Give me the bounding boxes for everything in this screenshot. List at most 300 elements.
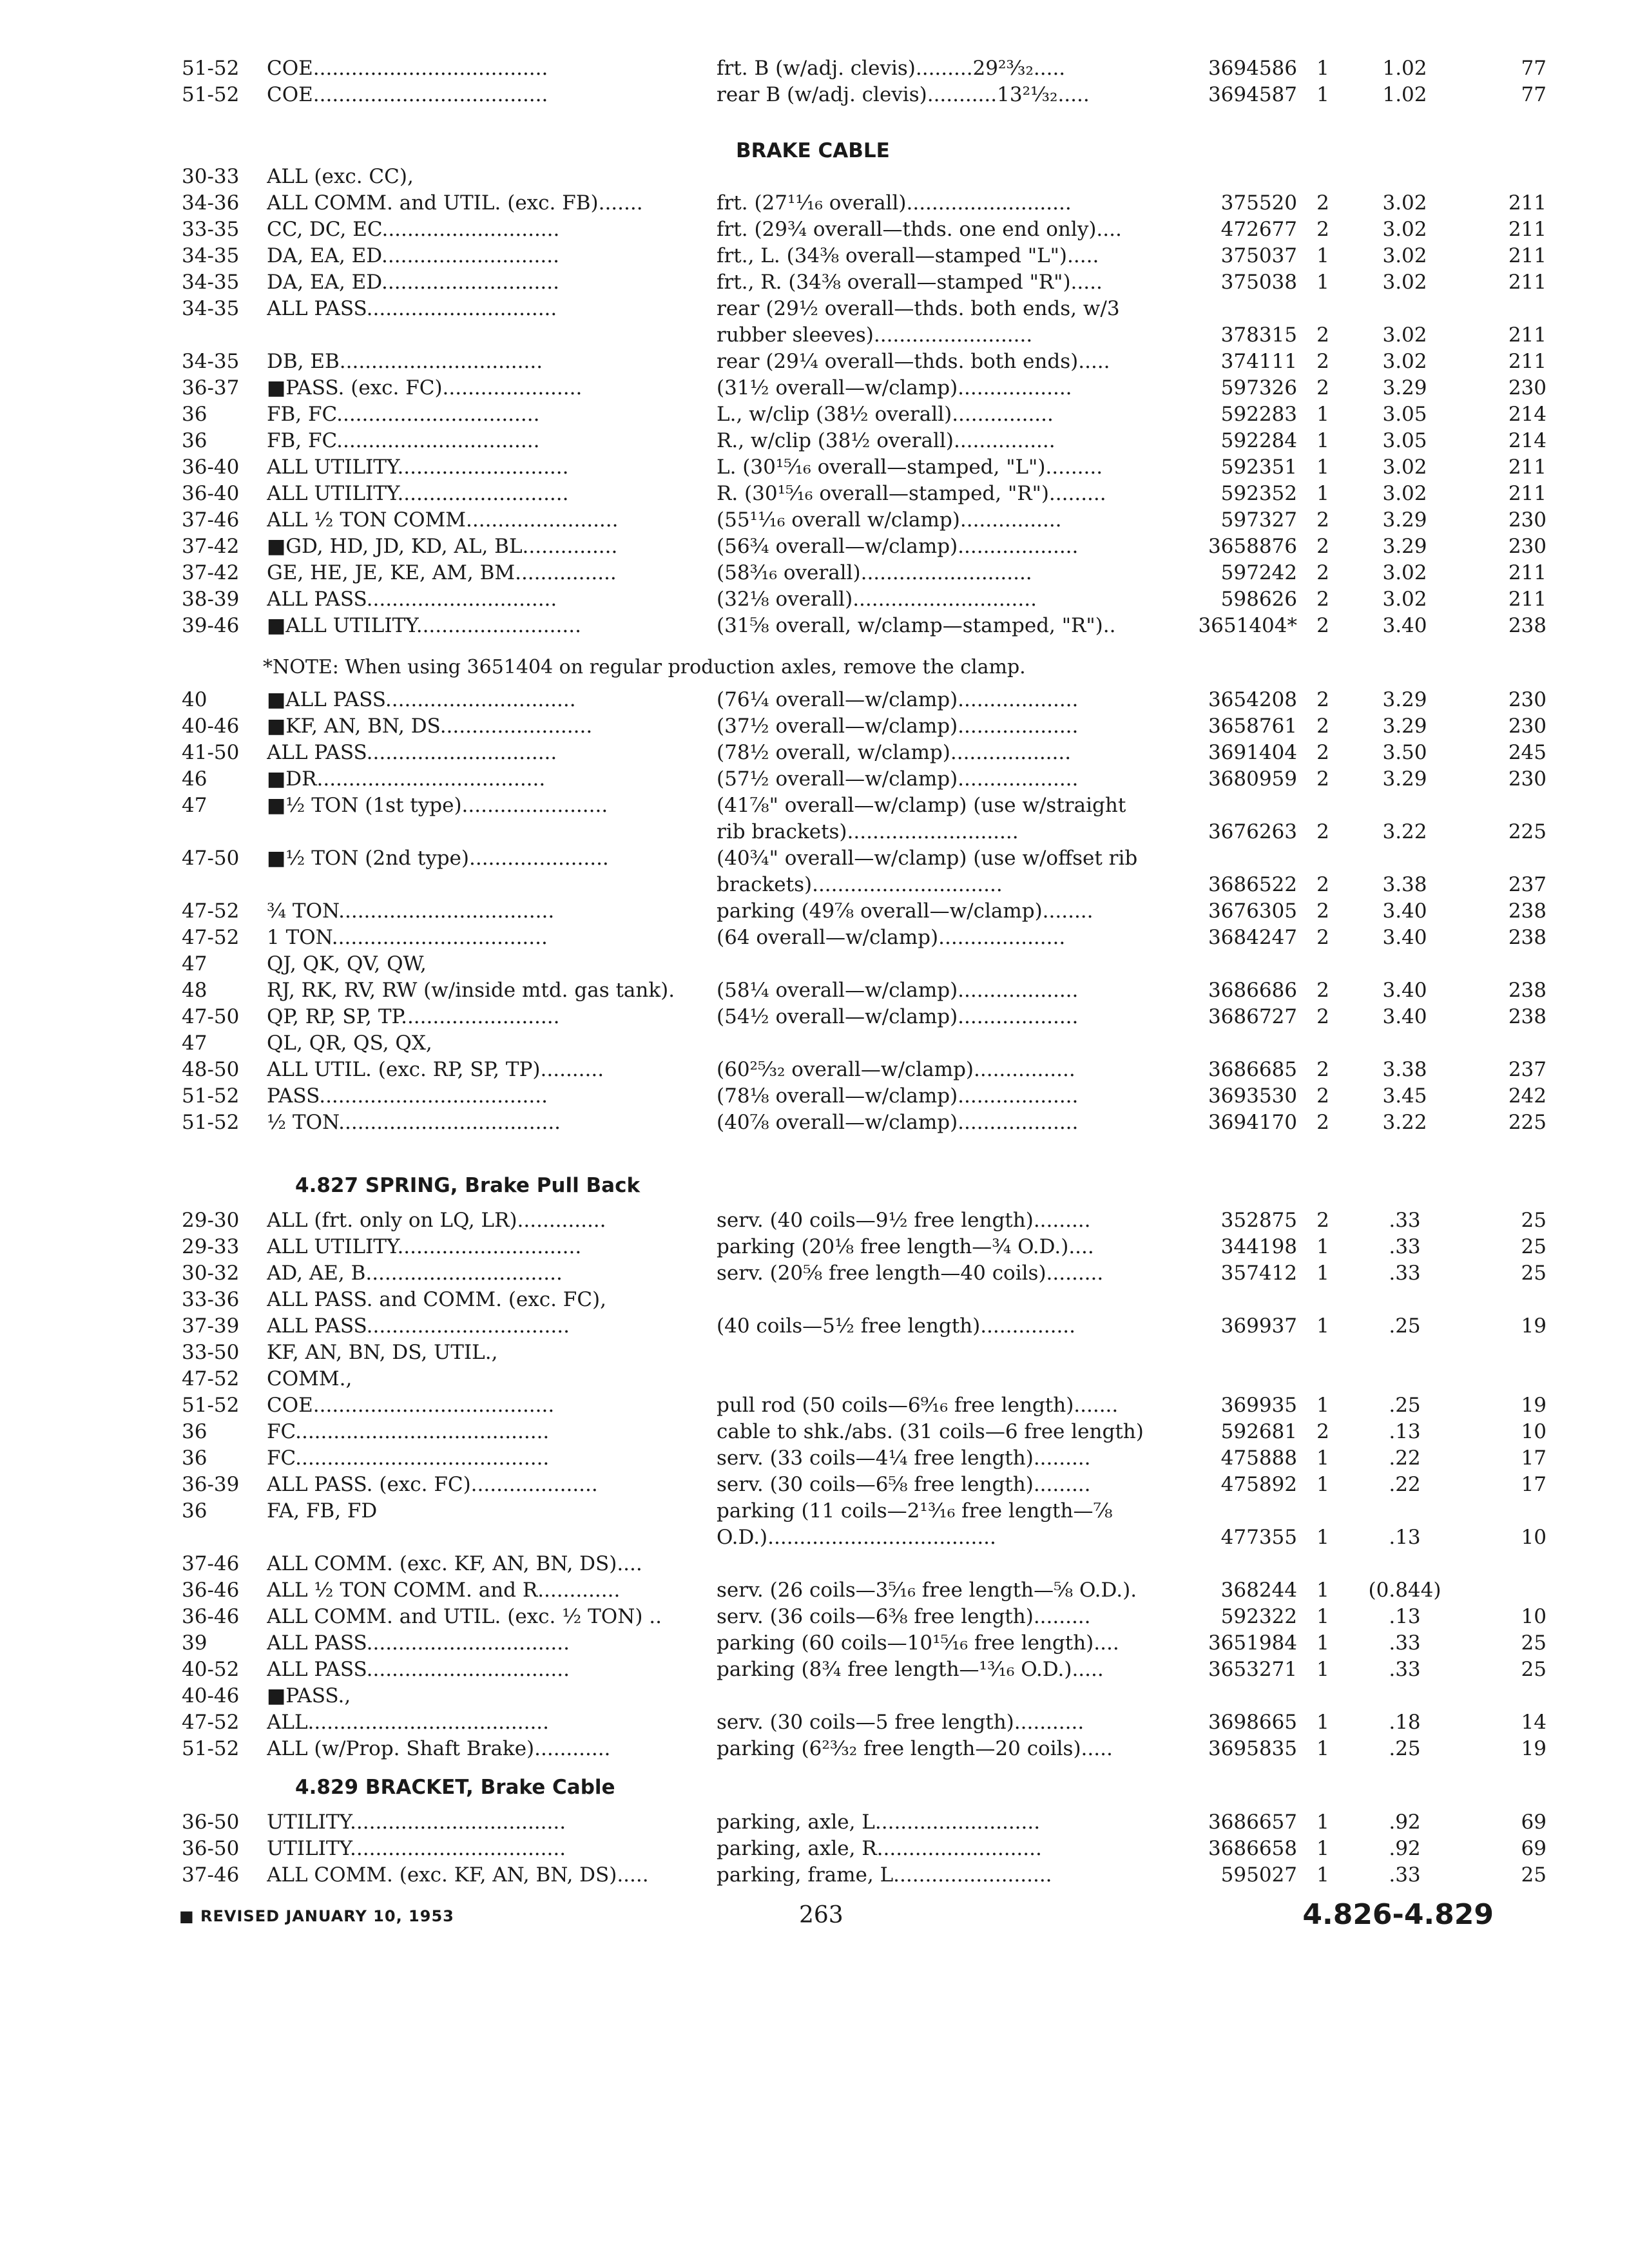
group-number: 245 [1508, 741, 1547, 764]
price: .13 [1389, 1526, 1421, 1549]
table-row [0, 1206, 1629, 1235]
table-row [0, 1082, 1629, 1110]
description: (76¼ overall—w/clamp)................... [717, 688, 1079, 711]
year-range: 36-40 [182, 456, 240, 479]
model: ALL UTIL. (exc. RP, SP, TP).......... [267, 1058, 604, 1081]
table-row [0, 1708, 1629, 1736]
price: .33 [1389, 1863, 1421, 1887]
model: ■DR.................................... [267, 767, 546, 791]
year-range: 51-52 [182, 1111, 240, 1134]
quantity: 1 [1316, 1262, 1329, 1285]
part-number: 3693530 [1208, 1084, 1297, 1108]
table-row [0, 870, 1629, 899]
quantity: 1 [1316, 244, 1329, 267]
price: 3.29 [1382, 508, 1427, 532]
group-number: 19 [1521, 1314, 1547, 1338]
group-number: 14 [1521, 1711, 1547, 1734]
description: (57½ overall—w/clamp)................... [717, 767, 1079, 791]
group-number: 25 [1521, 1658, 1547, 1681]
model: ALL (w/Prop. Shaft Brake)............ [267, 1737, 611, 1760]
description: (54½ overall—w/clamp)................... [717, 1005, 1079, 1028]
table-row [0, 347, 1629, 376]
model: RJ, RK, RV, RW (w/inside mtd. gas tank). [267, 979, 675, 1002]
model: ¾ TON.................................. [267, 899, 555, 923]
model: ■ALL UTILITY.......................... [267, 614, 581, 637]
description: pull rod (50 coils—6⁹⁄₁₆ free length)....... [717, 1394, 1119, 1417]
model: UTILITY.................................. [267, 1811, 566, 1834]
table-row [0, 1470, 1629, 1499]
table-row [0, 844, 1629, 872]
table-row [0, 1444, 1629, 1472]
table-row [0, 765, 1629, 793]
part-number: 592351 [1220, 456, 1297, 479]
quantity: 1 [1316, 403, 1329, 426]
part-number: 597242 [1220, 561, 1297, 584]
quantity: 1 [1316, 1446, 1329, 1470]
description: parking (6²³⁄₃₂ free length—20 coils)..... [717, 1737, 1113, 1760]
part-number: 477355 [1220, 1526, 1297, 1549]
model: ALL UTILITY........................... [267, 456, 569, 479]
model: FC........................................ [267, 1420, 550, 1443]
price: 3.05 [1382, 429, 1427, 452]
table-row [0, 1108, 1629, 1137]
model: FB, FC................................ [267, 403, 540, 426]
description: parking, axle, L.......................... [717, 1811, 1041, 1834]
table-row [0, 1808, 1629, 1836]
price: 3.38 [1382, 873, 1427, 896]
quantity: 1 [1316, 1811, 1329, 1834]
year-range: 34-36 [182, 191, 240, 215]
table-row [0, 686, 1629, 714]
description: parking (60 coils—10¹⁵⁄₁₆ free length).... [717, 1631, 1119, 1655]
price: 3.02 [1382, 218, 1427, 241]
quantity: 1 [1316, 1579, 1329, 1602]
quantity: 2 [1316, 1111, 1329, 1134]
year-range: 33-50 [182, 1341, 240, 1364]
group-number: 242 [1508, 1084, 1547, 1108]
year-range: 51-52 [182, 1394, 240, 1417]
description: (40¾" overall—w/clamp) (use w/offset rib [717, 847, 1138, 870]
year-range: 47 [182, 1032, 207, 1055]
year-range: 36-37 [182, 376, 240, 399]
group-number: 237 [1508, 873, 1547, 896]
model: UTILITY.................................. [267, 1837, 566, 1860]
model: ALL COMM. and UTIL. (exc. ½ TON) .. [267, 1605, 662, 1628]
table-row [0, 427, 1629, 455]
quantity: 1 [1316, 1526, 1329, 1549]
description: parking, frame, L......................... [717, 1863, 1052, 1887]
group-number: 25 [1521, 1209, 1547, 1232]
quantity: 2 [1316, 767, 1329, 791]
price: 3.40 [1382, 899, 1427, 923]
price: .13 [1389, 1605, 1421, 1628]
group-number: 237 [1508, 1058, 1547, 1081]
price: .22 [1389, 1446, 1421, 1470]
price: 3.40 [1382, 979, 1427, 1002]
price: 3.02 [1382, 350, 1427, 373]
part-number: 3658876 [1208, 535, 1297, 558]
year-range: 40-46 [182, 715, 240, 738]
year-range: 40-46 [182, 1684, 240, 1707]
model: ALL PASS................................ [267, 1631, 570, 1655]
model: ALL ½ TON COMM........................ [267, 508, 619, 532]
price: 3.02 [1382, 271, 1427, 294]
year-range: 36-46 [182, 1579, 240, 1602]
model: ■GD, HD, JD, KD, AL, BL............... [267, 535, 618, 558]
part-number: 3686727 [1208, 1005, 1297, 1028]
year-range: 37-46 [182, 508, 240, 532]
group-number: 19 [1521, 1737, 1547, 1760]
table-row [0, 1285, 1629, 1314]
description: rear (29½ overall—thds. both ends, w/3 [717, 297, 1120, 320]
table-row [0, 1312, 1629, 1340]
model: ALL COMM. and UTIL. (exc. FB)....... [267, 191, 643, 215]
group-number: 10 [1521, 1605, 1547, 1628]
part-number: 592322 [1220, 1605, 1297, 1628]
model: ■½ TON (2nd type)...................... [267, 847, 609, 870]
part-number: 3694170 [1208, 1111, 1297, 1134]
description: (78⅛ overall—w/clamp)................... [717, 1084, 1079, 1108]
part-number: 3653271 [1208, 1658, 1297, 1681]
description: R., w/clip (38½ overall)................ [717, 429, 1055, 452]
quantity: 1 [1316, 1711, 1329, 1734]
table-row [0, 1418, 1629, 1446]
group-number: 230 [1508, 767, 1547, 791]
part-number: 592283 [1220, 403, 1297, 426]
revised-note: ■ REVISED JANUARY 10, 1953 [179, 1907, 454, 1925]
part-number: 472677 [1220, 218, 1297, 241]
year-range: 51-52 [182, 57, 240, 80]
table-row [0, 1029, 1629, 1057]
model: QJ, QK, QV, QW, [267, 952, 427, 975]
part-number: 3651404* [1198, 614, 1297, 637]
year-range: 40 [182, 688, 207, 711]
year-range: 36 [182, 1499, 207, 1523]
group-number: 230 [1508, 535, 1547, 558]
table-row [0, 189, 1629, 217]
group-number: 69 [1521, 1811, 1547, 1834]
part-number: 357412 [1220, 1262, 1297, 1285]
part-number: 3676263 [1208, 820, 1297, 843]
description: frt. B (w/adj. clevis).........29²³⁄₃₂..... [717, 57, 1066, 80]
year-range: 39 [182, 1631, 207, 1655]
description: brackets).............................. [717, 873, 1003, 896]
part-number: 3691404 [1208, 741, 1297, 764]
quantity: 2 [1316, 561, 1329, 584]
price: (0.844) [1368, 1579, 1441, 1602]
group-number: 77 [1521, 57, 1547, 80]
quantity: 2 [1316, 820, 1329, 843]
year-range: 47-50 [182, 1005, 240, 1028]
table-row [0, 1497, 1629, 1525]
description: serv. (36 coils—6⅜ free length)......... [717, 1605, 1091, 1628]
group-number: 211 [1508, 244, 1547, 267]
quantity: 2 [1316, 926, 1329, 949]
year-range: 34-35 [182, 244, 240, 267]
description: (41⅞" overall—w/clamp) (use w/straight [717, 794, 1126, 817]
quantity: 2 [1316, 1005, 1329, 1028]
model: PASS.................................... [267, 1084, 548, 1108]
table-row [0, 374, 1629, 402]
model: AD, AE, B............................... [267, 1262, 563, 1285]
model: CC, DC, EC............................ [267, 218, 560, 241]
description: parking (49⅞ overall—w/clamp)........ [717, 899, 1094, 923]
section-range: 4.826-4.829 [1302, 1898, 1494, 1931]
description: serv. (33 coils—4¼ free length)......... [717, 1446, 1091, 1470]
year-range: 29-30 [182, 1209, 240, 1232]
part-number: 374111 [1220, 350, 1297, 373]
part-number: 3680959 [1208, 767, 1297, 791]
part-number: 3686686 [1208, 979, 1297, 1002]
year-range: 36-50 [182, 1837, 240, 1860]
description: (37½ overall—w/clamp)................... [717, 715, 1079, 738]
model: ALL COMM. (exc. KF, AN, BN, DS).... [267, 1552, 642, 1575]
year-range: 36 [182, 1446, 207, 1470]
quantity: 1 [1316, 1837, 1329, 1860]
quantity: 2 [1316, 1058, 1329, 1081]
group-number: 25 [1521, 1863, 1547, 1887]
model: ALL PASS.............................. [267, 588, 557, 611]
model: COE...................................... [267, 1394, 555, 1417]
table-row [0, 1523, 1629, 1552]
model: ■PASS., [267, 1684, 351, 1707]
year-range: 34-35 [182, 350, 240, 373]
year-range: 37-46 [182, 1863, 240, 1887]
group-number: 211 [1508, 456, 1547, 479]
model: ■ALL PASS.............................. [267, 688, 576, 711]
price: .33 [1389, 1631, 1421, 1655]
part-number: 3695835 [1208, 1737, 1297, 1760]
group-number: 238 [1508, 979, 1547, 1002]
price: 3.29 [1382, 715, 1427, 738]
model: ■PASS. (exc. FC)...................... [267, 376, 583, 399]
year-range: 48 [182, 979, 207, 1002]
table-row [0, 1233, 1629, 1261]
part-number: 375038 [1220, 271, 1297, 294]
model: ALL (exc. CC), [267, 165, 414, 188]
table-row [0, 1391, 1629, 1419]
model: FC........................................ [267, 1446, 550, 1470]
quantity: 2 [1316, 218, 1329, 241]
description: L., w/clip (38½ overall)................ [717, 403, 1054, 426]
table-row [0, 897, 1629, 925]
section-heading: 4.829 BRACKET, Brake Cable [295, 1776, 615, 1799]
quantity: 2 [1316, 191, 1329, 215]
table-row [0, 1550, 1629, 1578]
description: serv. (30 coils—6⅝ free length)......... [717, 1473, 1091, 1496]
model: DA, EA, ED............................ [267, 271, 559, 294]
model: ALL PASS. and COMM. (exc. FC), [267, 1288, 606, 1311]
year-range: 30-32 [182, 1262, 240, 1285]
part-number: 344198 [1220, 1235, 1297, 1258]
quantity: 2 [1316, 1420, 1329, 1443]
description: (58³⁄₁₆ overall)........................... [717, 561, 1032, 584]
part-number: 369935 [1220, 1394, 1297, 1417]
year-range: 30-33 [182, 165, 240, 188]
part-number: 3654208 [1208, 688, 1297, 711]
model: ALL PASS................................ [267, 1658, 570, 1681]
price: 3.02 [1382, 191, 1427, 215]
group-number: 230 [1508, 688, 1547, 711]
part-number: 475888 [1220, 1446, 1297, 1470]
table-row [0, 585, 1629, 613]
group-number: 238 [1508, 614, 1547, 637]
description: parking (11 coils—2¹³⁄₁₆ free length—⅞ [717, 1499, 1113, 1523]
quantity: 2 [1316, 508, 1329, 532]
price: 3.40 [1382, 926, 1427, 949]
table-row [0, 1576, 1629, 1604]
price: .25 [1389, 1314, 1421, 1338]
model: ■½ TON (1st type)....................... [267, 794, 608, 817]
quantity: 1 [1316, 1473, 1329, 1496]
part-number: 3658761 [1208, 715, 1297, 738]
quantity: 2 [1316, 979, 1329, 1002]
group-number: 25 [1521, 1235, 1547, 1258]
price: 3.29 [1382, 688, 1427, 711]
description: parking (20⅛ free length—¾ O.D.).... [717, 1235, 1094, 1258]
section-heading: 4.827 SPRING, Brake Pull Back [295, 1174, 641, 1197]
model: ALL PASS. (exc. FC).................... [267, 1473, 598, 1496]
table-row [0, 294, 1629, 323]
part-number: 592284 [1220, 429, 1297, 452]
table-row [0, 532, 1629, 561]
model: FA, FB, FD [267, 1499, 378, 1523]
price: .33 [1389, 1209, 1421, 1232]
price: 3.40 [1382, 614, 1427, 637]
quantity: 2 [1316, 323, 1329, 347]
quantity: 1 [1316, 1863, 1329, 1887]
part-number: 475892 [1220, 1473, 1297, 1496]
price: 3.22 [1382, 820, 1427, 843]
model: COE..................................... [267, 83, 548, 106]
part-number: 597327 [1220, 508, 1297, 532]
group-number: 225 [1508, 1111, 1547, 1134]
description: rubber sleeves)......................... [717, 323, 1033, 347]
price: .92 [1389, 1837, 1421, 1860]
description: (60²⁵⁄₃₂ overall—w/clamp)................ [717, 1058, 1075, 1081]
year-range: 34-35 [182, 271, 240, 294]
group-number: 10 [1521, 1526, 1547, 1549]
table-row [0, 268, 1629, 296]
description: (40 coils—5½ free length)............... [717, 1314, 1076, 1338]
price: 3.02 [1382, 244, 1427, 267]
group-number: 211 [1508, 191, 1547, 215]
table-row [0, 1861, 1629, 1889]
group-number: 25 [1521, 1631, 1547, 1655]
part-number: 3694587 [1208, 83, 1297, 106]
year-range: 37-39 [182, 1314, 240, 1338]
price: 1.02 [1382, 83, 1427, 106]
table-row [0, 453, 1629, 481]
table-row [0, 54, 1629, 82]
group-number: 211 [1508, 323, 1547, 347]
year-range: 36-46 [182, 1605, 240, 1628]
price: 3.02 [1382, 456, 1427, 479]
part-number: 3676305 [1208, 899, 1297, 923]
quantity: 2 [1316, 715, 1329, 738]
year-range: 33-35 [182, 218, 240, 241]
table-row [0, 611, 1629, 640]
year-range: 51-52 [182, 1084, 240, 1108]
model: 1 TON.................................. [267, 926, 548, 949]
table-row [0, 1365, 1629, 1393]
description: frt. (27¹¹⁄₁₆ overall).......................... [717, 191, 1072, 215]
year-range: 36-50 [182, 1811, 240, 1834]
year-range: 47-52 [182, 1367, 240, 1390]
quantity: 1 [1316, 1235, 1329, 1258]
group-number: 230 [1508, 508, 1547, 532]
quantity: 1 [1316, 1605, 1329, 1628]
group-number: 211 [1508, 218, 1547, 241]
quantity: 1 [1316, 57, 1329, 80]
model: ALL UTILITY........................... [267, 482, 569, 505]
description: rear B (w/adj. clevis)...........13²¹⁄₃₂..... [717, 83, 1090, 106]
price: .13 [1389, 1420, 1421, 1443]
description: (78½ overall, w/clamp)................... [717, 741, 1072, 764]
description: (55¹¹⁄₁₆ overall w/clamp)................ [717, 508, 1062, 532]
part-number: 3684247 [1208, 926, 1297, 949]
part-number: 369937 [1220, 1314, 1297, 1338]
year-range: 41-50 [182, 741, 240, 764]
table-row [0, 559, 1629, 587]
model: ALL PASS.............................. [267, 297, 557, 320]
part-number: 375520 [1220, 191, 1297, 215]
model: GE, HE, JE, KE, AM, BM................ [267, 561, 617, 584]
description: serv. (30 coils—5 free length)........... [717, 1711, 1084, 1734]
table-row [0, 81, 1629, 109]
table-row [0, 1834, 1629, 1863]
model: ½ TON................................... [267, 1111, 561, 1134]
description: (32⅛ overall)............................. [717, 588, 1037, 611]
table-row [0, 162, 1629, 191]
quantity: 2 [1316, 899, 1329, 923]
group-number: 211 [1508, 350, 1547, 373]
price: 3.02 [1382, 482, 1427, 505]
quantity: 2 [1316, 688, 1329, 711]
price: 3.29 [1382, 767, 1427, 791]
quantity: 1 [1316, 271, 1329, 294]
price: .33 [1389, 1262, 1421, 1285]
table-row [0, 950, 1629, 978]
model: COE..................................... [267, 57, 548, 80]
table-row [0, 506, 1629, 534]
table-row [0, 791, 1629, 820]
description: parking (8¾ free length—¹³⁄₁₆ O.D.)..... [717, 1658, 1104, 1681]
price: .25 [1389, 1737, 1421, 1760]
part-number: 375037 [1220, 244, 1297, 267]
part-number: 378315 [1220, 323, 1297, 347]
table-row [0, 738, 1629, 767]
year-range: 38-39 [182, 588, 240, 611]
description: frt. (29¾ overall—thds. one end only).... [717, 218, 1122, 241]
description: (31⅝ overall, w/clamp—stamped, "R").. [717, 614, 1116, 637]
group-number: 17 [1521, 1446, 1547, 1470]
table-row [0, 1259, 1629, 1287]
price: .92 [1389, 1811, 1421, 1834]
group-number: 214 [1508, 429, 1547, 452]
group-number: 230 [1508, 376, 1547, 399]
quantity: 1 [1316, 456, 1329, 479]
year-range: 51-52 [182, 1737, 240, 1760]
model: ALL UTILITY............................. [267, 1235, 582, 1258]
table-row [0, 400, 1629, 428]
price: .25 [1389, 1394, 1421, 1417]
part-number: 3686522 [1208, 873, 1297, 896]
year-range: 36-40 [182, 482, 240, 505]
description: (58¼ overall—w/clamp)................... [717, 979, 1079, 1002]
quantity: 2 [1316, 1084, 1329, 1108]
model: ALL COMM. (exc. KF, AN, BN, DS)..... [267, 1863, 649, 1887]
